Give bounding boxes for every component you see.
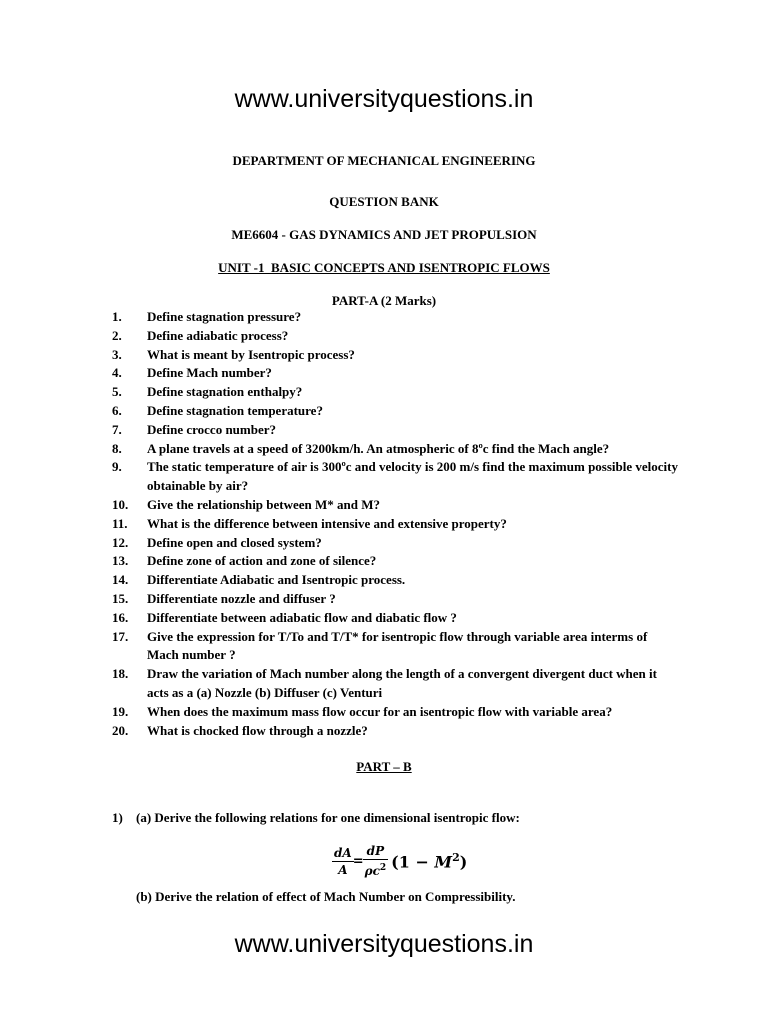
- formula-rhs-denominator-base: ρc: [364, 864, 380, 878]
- part-a-question-text: Define stagnation enthalpy?: [147, 384, 303, 400]
- part-a-question-text: Define Mach number?: [147, 365, 272, 381]
- part-a-question-number: 17.: [112, 628, 129, 644]
- part-a-question-number: 2.: [112, 327, 122, 343]
- part-a-question-item: [0, 364, 768, 383]
- unit-heading: [0, 260, 768, 276]
- part-b-question-1a: [112, 810, 520, 826]
- part-a-question-text: Define stagnation pressure?: [147, 309, 302, 324]
- part-a-question-number: 18.: [112, 666, 129, 682]
- part-a-question-text: Differentiate between adiabatic flow and diabatic flow ?: [147, 609, 457, 625]
- part-a-question-item: [0, 440, 768, 459]
- part-a-question-text: Define open and closed system?: [147, 534, 322, 550]
- formula-rhs-fraction: [363, 843, 389, 879]
- unit-heading-text: UNIT -1 BASIC CONCEPTS AND ISENTROPIC FLOWS: [218, 260, 550, 275]
- part-a-question-number: 10.: [112, 496, 129, 512]
- part-a-question-text: Define stagnation temperature?: [147, 402, 323, 418]
- part-a-question-text: The static temperature of air is 300ºc and velocity is 200 m/s find the maximum possible velocity obtainable by air?: [147, 459, 678, 494]
- part-a-question-number: 6.: [112, 402, 122, 418]
- part-b-question-1b: (b) Derive the relation of effect of Mach Number on Compressibility.: [136, 889, 516, 904]
- isentropic-relation-formula: [332, 843, 467, 887]
- part-a-question-number: 14.: [112, 572, 129, 588]
- part-a-question-item: [0, 346, 768, 365]
- formula-factor-variable: M: [434, 852, 453, 872]
- formula-factor-close: ): [459, 852, 468, 872]
- part-a-question-text: Differentiate nozzle and diffuser ?: [147, 590, 336, 606]
- part-a-question-item: [0, 703, 768, 722]
- part-a-question-text: What is the difference between intensive and extensive property?: [147, 515, 507, 531]
- part-a-question-item: [0, 665, 768, 703]
- part-a-question-text: Differentiate Adiabatic and Isentropic process.: [147, 572, 406, 588]
- part-a-question-item: [0, 383, 768, 402]
- doc-type-heading: QUESTION BANK: [329, 194, 439, 209]
- formula-factor-open: (1 −: [391, 852, 435, 872]
- part-a-question-item: [0, 496, 768, 515]
- part-a-question-item: [0, 571, 768, 590]
- formula-rhs-numerator: dP: [363, 843, 389, 860]
- part-a-question-number: 1.: [112, 309, 122, 324]
- part-a-question-item: [0, 327, 768, 346]
- formula-lhs-denominator: A: [338, 862, 348, 877]
- part-a-question-item: [0, 402, 768, 421]
- formula-equals: =: [352, 853, 364, 869]
- part-a-question-number: 19.: [112, 703, 129, 719]
- part-a-question-item: [0, 722, 768, 741]
- formula-rhs-denominator-exponent: 2: [379, 863, 387, 873]
- part-a-question-number: 9.: [112, 459, 122, 475]
- part-a-question-text: Define zone of action and zone of silence?: [147, 553, 377, 569]
- part-a-question-number: 12.: [112, 534, 129, 550]
- formula-lhs-numerator: dA: [334, 845, 352, 860]
- part-a-question-item: [0, 552, 768, 571]
- part-a-question-item: [0, 308, 768, 327]
- part-a-question-text: Define adiabatic process?: [147, 327, 289, 343]
- part-a-question-item: [0, 534, 768, 553]
- part-a-question-number: 4.: [112, 365, 122, 381]
- part-a-question-number: 20.: [112, 722, 129, 738]
- part-a-question-number: 7.: [112, 421, 122, 437]
- part-a-question-text: What is meant by Isentropic process?: [147, 346, 355, 362]
- formula-factor-exponent: 2: [452, 850, 460, 864]
- part-a-question-number: 3.: [112, 346, 122, 362]
- part-a-question-number: 8.: [112, 440, 122, 456]
- watermark-top: www.universityquestions.in: [234, 85, 534, 113]
- course-heading: ME6604 - GAS DYNAMICS AND JET PROPULSION: [231, 227, 537, 242]
- part-a-question-text: Define crocco number?: [147, 421, 277, 437]
- part-a-question-number: 16.: [112, 609, 129, 625]
- formula-factor: [391, 851, 467, 871]
- formula-lhs-fraction: [332, 845, 354, 878]
- part-b-question-1a-text: (a) Derive the following relations for one dimensional isentropic flow:: [136, 810, 520, 825]
- formula-rhs-denominator: [363, 860, 389, 879]
- part-a-question-number: 11.: [112, 515, 128, 531]
- part-a-question-item: [0, 515, 768, 534]
- part-a-question-number: 15.: [112, 590, 129, 606]
- part-a-question-item: [0, 609, 768, 628]
- part-a-question-text: A plane travels at a speed of 3200km/h. An atmospheric of 8ºc find the Mach angle?: [147, 440, 610, 456]
- part-a-question-number: 5.: [112, 384, 122, 400]
- part-b-question-number: 1): [112, 810, 123, 825]
- part-a-question-item: [0, 421, 768, 440]
- part-a-question-number: 13.: [112, 553, 129, 569]
- part-a-question-item: [0, 590, 768, 609]
- part-a-question-text: Draw the variation of Mach number along the length of a convergent divergent duct when it acts as a (a) Nozzle (b) Diffuser (c) Venturi: [147, 666, 657, 700]
- part-a-question-text: When does the maximum mass flow occur for an isentropic flow with variable area?: [147, 703, 613, 719]
- department-heading: DEPARTMENT OF MECHANICAL ENGINEERING: [232, 153, 536, 168]
- part-a-question-text: Give the relationship between M* and M?: [147, 496, 381, 512]
- watermark-bottom: www.universityquestions.in: [234, 930, 534, 958]
- part-a-question-item: [0, 458, 768, 496]
- part-a-question-item: [0, 628, 768, 666]
- part-b-heading: PART – B: [356, 759, 412, 774]
- part-a-question-list: [0, 308, 768, 740]
- part-a-heading: PART-A (2 Marks): [331, 293, 437, 308]
- part-a-question-text: Give the expression for T/To and T/T* for isentropic flow through variable area interms of Mach number ?: [147, 628, 648, 663]
- part-a-question-text: What is chocked flow through a nozzle?: [147, 722, 368, 738]
